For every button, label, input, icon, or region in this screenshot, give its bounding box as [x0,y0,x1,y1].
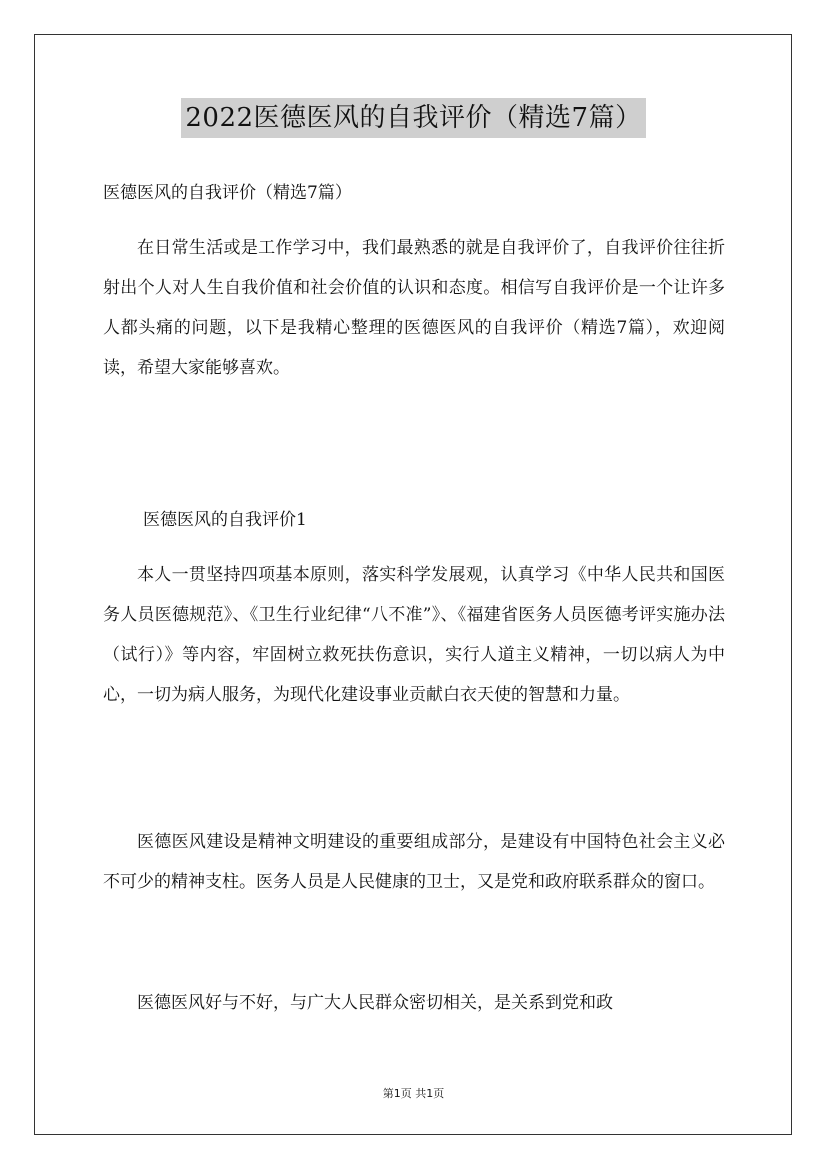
body-paragraph-2: 医德医风建设是精神文明建设的重要组成部分，是建设有中国特色社会主义必不可少的精神支柱。医务人员是人民健康的卫士，又是党和政府联系群众的窗口。 [103,832,725,892]
section-heading: 医德医风的自我评价1 [143,510,307,530]
title-container [0,98,827,138]
document-title: 2022医德医风的自我评价（精选7篇） [181,98,645,138]
body-paragraph-1: 本人一贯坚持四项基本原则，落实科学发展观，认真学习《中华人民共和国医务人员医德规范》、《卫生行业纪律“八不准”》、《福建省医务人员医德考评实施办法（试行）》等内容，牢固树立救死扶伤意识，实行人道主义精神，一切以病人为中心，一切为病人服务，为现代化建设事业贡献白衣天使的智慧和力量。 [103,565,725,705]
intro-paragraph: 在日常生活或是工作学习中，我们最熟悉的就是自我评价了，自我评价往往折射出个人对人生自我价值和社会价值的认识和态度。相信写自我评价是一个让许多人都头痛的问题，以下是我精心整理的医德医风的自我评价（精选7篇），欢迎阅读，希望大家能够喜欢。 [103,238,725,378]
document-subtitle: 医德医风的自我评价（精选7篇） [103,183,352,203]
page-footer: 第1页 共1页 [382,1087,445,1100]
body-paragraph-3: 医德医风好与不好，与广大人民群众密切相关，是关系到党和政 [137,993,613,1013]
